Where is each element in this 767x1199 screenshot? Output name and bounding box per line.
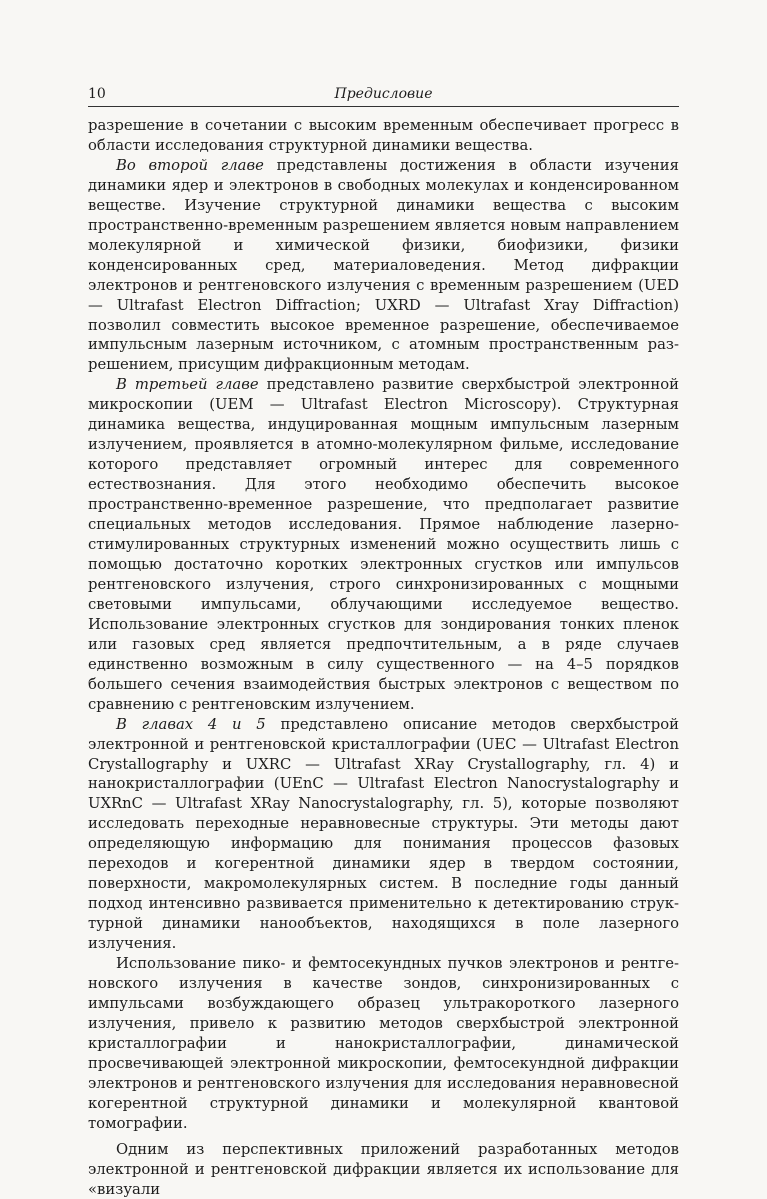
paragraph-text: Использование пико- и фемтосекундных пучков электронов и рентгеновского излучения в качестве зондов, синхронизированных с импульсами возбуждающего образец ультракороткого лазерного излучения, привело к развитию методов сверхбыстрой электронной кристаллографии и нанокристаллографии, динамической просвечивающей электронной микроскопии, фемтосекундной дифракции электронов и рентгеновского излучения для исследования неравновесной когерентной структурной динамики и молекулярной квантовой томографии. [88, 955, 679, 1132]
paragraph [88, 1140, 679, 1199]
paragraph [88, 375, 679, 714]
body-text [88, 116, 679, 1199]
paragraph [88, 156, 679, 375]
paragraph-text: Одним из перспективных приложений разработанных методов электронной и рентгеновской дифракции является их использование для «визуали [88, 1140, 679, 1198]
paragraph-text: представлены достижения в области изучения динамики ядер и электронов в свободных молекулах и конденсированном веществе. Изучение структурной динамики вещества с высоким пространственно-временным разрешением является новым направлением молекулярной и химической физики, биофизики, физики конденсированных сред, материаловедения. Метод дифракции электронов и рентгеновского излучения с временным разрешением (UED — Ultrafast Electron Diffraction; UXRD — Ultrafast Xray Diffraction) позволил совместить высокое временное разрешение, обеспечиваемое импульсным лазерным источником, с атомным пространственным разрешением, присущим дифракционным методам. [88, 156, 679, 374]
paragraph-lead: В третьей главе [116, 376, 259, 394]
page-number: 10 [88, 86, 106, 102]
paragraph-lead: В главах 4 и 5 [116, 715, 266, 733]
paragraph-text: представлено развитие сверхбыстрой электронной микроскопии (UEM — Ultrafast Electron Microscopy). Структурная динамика вещества, индуцированная мощным импульсным лазерным излучением, проявляется в атомно-молекулярном фильме, исследование которого представляет огромный интерес для современного естествознания. Для этого необходимо обеспечить высокое пространственно-временное разрешение, что предполагает развитие специальных методов исследования. Прямое наблюдение лазерно-стимулированных структурных изменений можно осуществить лишь с помощью достаточно коротких электронных сгустков или импульсов рентгеновского излучения, строго синхронизированных с мощными световыми импульсами, облучающими исследуемое вещество. Использование электронных сгустков для зондирования тонких пленок или газовых сред является предпочтительным, а в ряде случаев единственно возможным в силу существенного — на 4–5 порядков большего сечения взаимодействия быстрых электронов с веществом по сравнению с рентгеновским излучением. [88, 376, 679, 713]
paragraph-lead: Во второй главе [116, 156, 264, 174]
paragraph [88, 715, 679, 954]
running-head: Предисловие [334, 86, 433, 102]
paragraph [88, 954, 679, 1134]
page-header [88, 84, 679, 107]
paragraph [88, 116, 679, 156]
paragraph-text: представлено описание методов сверхбыстрой электронной и рентгеновской кристаллографии (UEC — Ultrafast Electron Crystallography и UXRC — Ultrafast XRay Crystallography, гл. 4) и нанокристаллографии (UEnC — Ultrafast Electron Nanocrystalography и UXRnC — Ultrafast XRay Nanocrystalography, гл. 5), которые позволяют исследовать переходные неравновесные структуры. Эти методы дают определяющую информацию для понимания процессов фазовых переходов и когерентной динамики ядер в твердом состоянии, поверхности, макромолекулярных систем. В последние годы данный подход интенсивно развивается применительно к детектированию структурной динамики нанообъектов, находящихся в поле лазерного излучения. [88, 715, 679, 953]
paragraph-text: разрешение в сочетании с высоким временным обеспечивает прогресс в области исследования структурной динамики вещества. [88, 117, 679, 154]
